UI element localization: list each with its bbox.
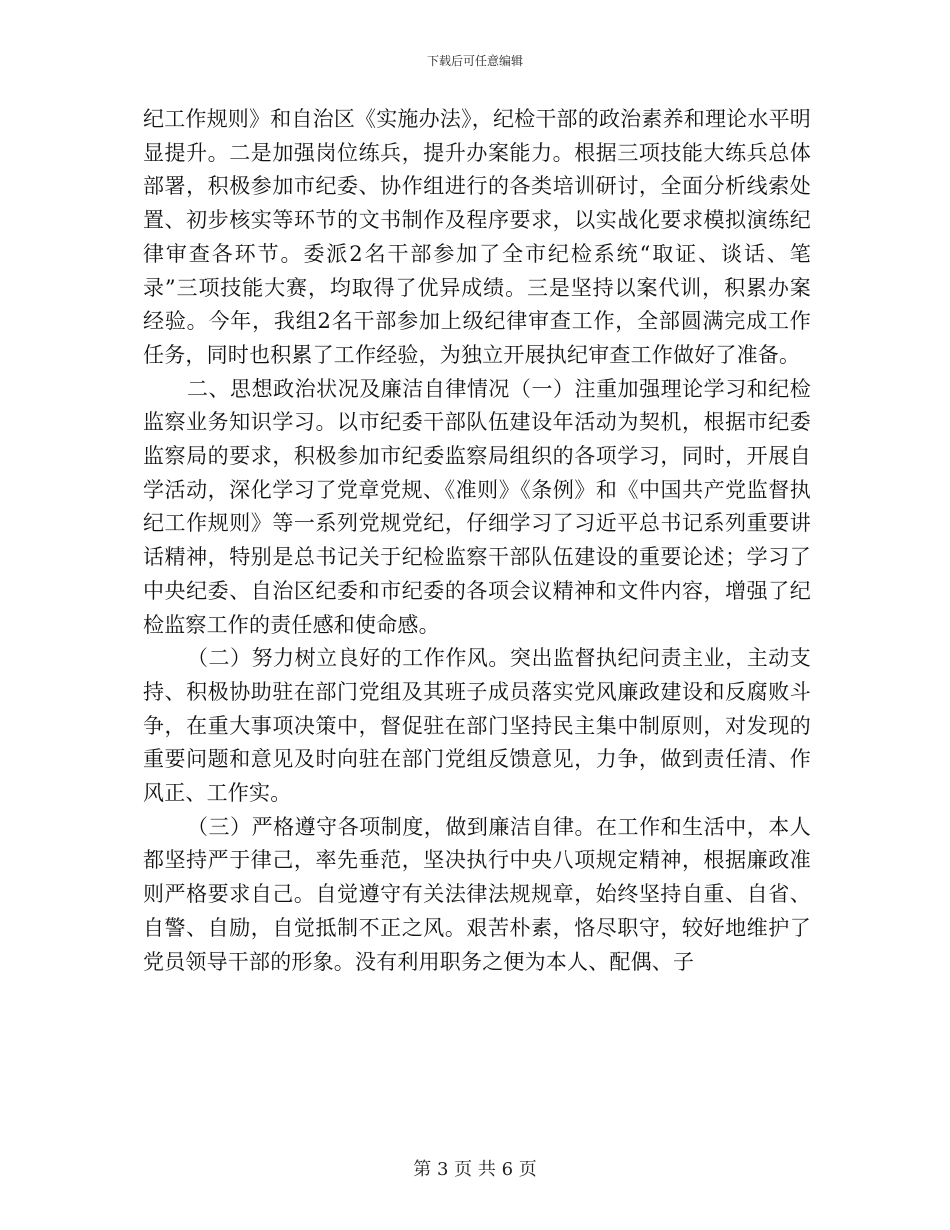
page-header-note: 下载后可任意编辑 — [426, 54, 523, 68]
paragraph-1: 纪工作规则》和自治区《实施办法》，纪检干部的政治素养和理论水平明显提升。二是加强岗位练兵，提升办案能力。根据三项技能大练兵总体部署，积极参加市纪委、协作组进行的各类培训研讨，全面分析线索处置、初步核实等环节的文书制作及程序要求，以实战化要求模拟演练纪律审查各环节。委派2名干部参加了全市纪检系统“取证、谈话、笔录”三项技能大赛，均取得了优异成绩。三是坚持以案代训，积累办案经验。今年，我组2名干部参加上级纪律审查工作，全部圆满完成工作任务，同时也积累了工作经验，为独立开展执纪审查工作做好了准备。 — [143, 107, 811, 367]
page-number: 第 3 页 共 6 页 — [413, 1159, 537, 1180]
paragraph-2: 二、思想政治状况及廉洁自律情况（一）注重加强理论学习和纪检监察业务知识学习。以市纪委干部队伍建设年活动为契机，根据市纪委监察局的要求，积极参加市纪委监察局组织的各项学习，同时，开展自学活动，深化学习了党章党规、《准则》《条例》和《中国共产党监督执纪工作规则》等一系列党规党纪，仔细学习了习近平总书记系列重要讲话精神，特别是总书记关于纪检监察干部队伍建设的重要论述；学习了中央纪委、自治区纪委和市纪委的各项会议精神和文件内容，增强了纪检监察工作的责任感和使命感。 — [143, 376, 811, 637]
paragraph-3: （二）努力树立良好的工作作风。突出监督执纪问责主业，主动支持、积极协助驻在部门党组及其班子成员落实党风廉政建设和反腐败斗争，在重大事项决策中，督促驻在部门坚持民主集中制原则，对发现的重要问题和意见及时向驻在部门党组反馈意见，力争，做到责任清、作风正、工作实。 — [143, 646, 811, 806]
paragraph-4: （三）严格遵守各项制度，做到廉洁自律。在工作和生活中，本人都坚持严于律己，率先垂范，坚决执行中央八项规定精神，根据廉政准则严格要求自己。自觉遵守有关法律法规规章，始终坚持自重、自省、自警、自励，自觉抵制不正之风。艰苦朴素，恪尽职守，较好地维护了党员领导干部的形象。没有利用职务之便为本人、配偶、子 — [143, 814, 811, 974]
document-body — [143, 103, 811, 979]
